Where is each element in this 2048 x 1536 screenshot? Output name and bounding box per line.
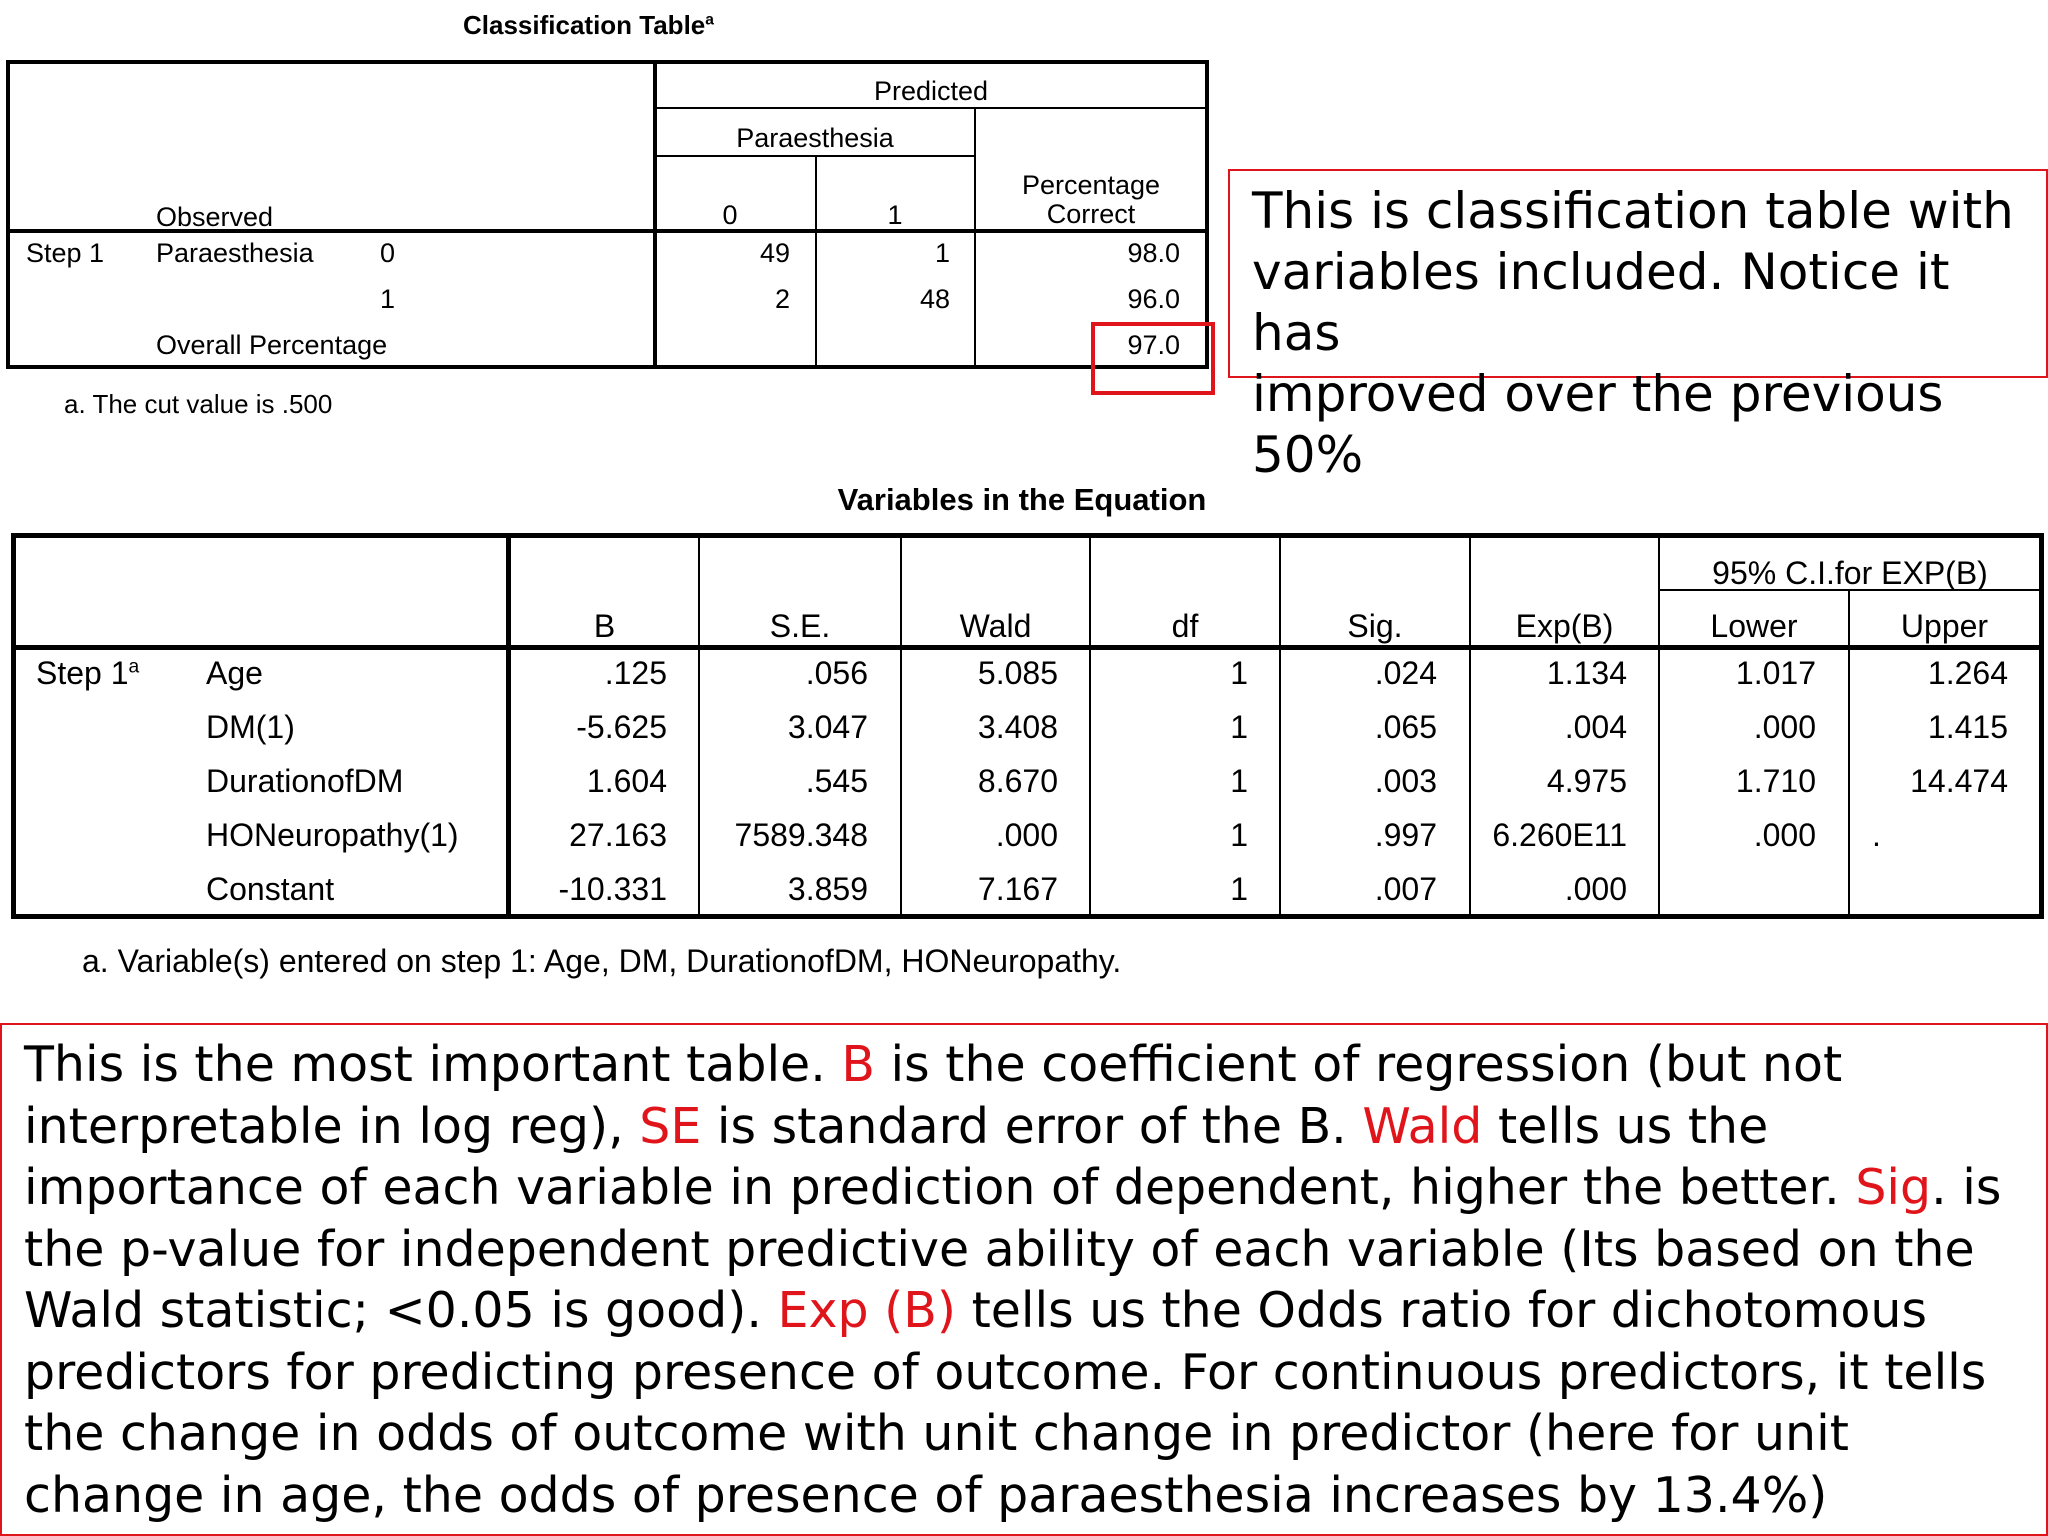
col1-header: 1 — [887, 200, 903, 230]
cell-upper: 1.264 — [1927, 655, 2008, 691]
overall-percentage-label: Overall Percentage — [156, 330, 388, 360]
col-header-b: B — [593, 608, 616, 644]
ci-header: 95% C.I.for EXP(B) — [1712, 555, 1988, 591]
col-header-wald: Wald — [959, 608, 1032, 644]
cell-wald: 7.167 — [977, 871, 1058, 907]
cell-lower: 1.710 — [1735, 763, 1816, 799]
cell-sig: .003 — [1374, 763, 1437, 799]
row-category: 0 — [380, 238, 396, 268]
classification-footnote: a. The cut value is .500 — [64, 389, 333, 419]
cell-expb: .000 — [1564, 871, 1627, 907]
cell-b: -5.625 — [576, 709, 667, 745]
variable-name: Constant — [206, 871, 335, 907]
step-label-text: Step 1 — [36, 655, 129, 691]
step-label: Step 1 — [26, 238, 105, 268]
explanation-text: is standard error of the B. — [701, 1097, 1363, 1155]
overall-percentage-value: 97.0 — [1127, 330, 1180, 360]
cell-lower: .000 — [1753, 709, 1816, 745]
cell-b: .125 — [604, 655, 667, 691]
variable-name: HONeuropathy(1) — [206, 817, 459, 853]
cell-wald: 3.408 — [977, 709, 1058, 745]
cell-upper: 1.415 — [1927, 709, 2008, 745]
cell-wald: 8.670 — [977, 763, 1058, 799]
explanation-text: tells us the Odds ratio for dichotomous predictors for predicting presence of outcome. For continuous predictors, it tells the change in odds of outcome with unit change in predictor (here for unit change in age, the odds of presence of paraesthesia increases by 13.4%) — [24, 1282, 1987, 1524]
cell-df: 1 — [1230, 763, 1248, 799]
cell-lower: .000 — [1753, 817, 1816, 853]
explanation-text: . is the p-value for independent predictive ability of each variable (Its based on the Wald statistic; <0.05 is good). — [24, 1159, 2002, 1339]
cell-value: 98.0 — [1127, 238, 1180, 268]
cell-se: .056 — [805, 655, 868, 691]
step-label — [36, 655, 139, 692]
cell-lower: 1.017 — [1735, 655, 1816, 691]
variable-name: DurationofDM — [206, 763, 404, 799]
col-header-expb: Exp(B) — [1515, 608, 1614, 644]
cell-se: 3.859 — [787, 871, 868, 907]
step-label-sup: a — [128, 656, 140, 678]
predicted-header: Predicted — [873, 76, 989, 106]
col-header-lower: Lower — [1710, 608, 1798, 644]
cell-sig: .024 — [1374, 655, 1437, 691]
col-header-df: df — [1171, 608, 1199, 644]
cell-df: 1 — [1230, 709, 1248, 745]
classification-title-text: Classification Table — [463, 10, 706, 40]
col0-header: 0 — [722, 200, 738, 230]
classification-title-sup: a — [705, 11, 714, 29]
cell-expb: 6.260E11 — [1492, 817, 1627, 853]
cell-b: -10.331 — [558, 871, 667, 907]
cell-value: 1 — [934, 238, 950, 268]
cell-upper: 14.474 — [1910, 763, 2008, 799]
classification-title — [463, 10, 714, 41]
row-variable: Paraesthesia — [156, 238, 314, 268]
keyword-sig: Sig — [1855, 1159, 1932, 1216]
explanation-text: tells us the importance of each variable in prediction of dependent, higher the better. — [24, 1097, 1856, 1216]
cell-se: .545 — [805, 763, 868, 799]
variables-title: Variables in the Equation — [837, 482, 1207, 517]
keyword-b: B — [841, 1036, 875, 1093]
classification-note-box — [1228, 169, 2048, 484]
cell-df: 1 — [1230, 655, 1248, 691]
explanation-box — [0, 1023, 2048, 1536]
cell-upper: . — [1872, 817, 1881, 853]
explanation-text: This is the most important table. — [24, 1036, 842, 1093]
cell-se: 7589.348 — [734, 817, 868, 853]
pct-header-line1: Percentage — [1021, 170, 1161, 200]
observed-header: Observed — [156, 202, 274, 232]
cell-df: 1 — [1230, 817, 1248, 853]
paraesthesia-group-header: Paraesthesia — [736, 123, 894, 153]
cell-value: 49 — [759, 238, 790, 268]
cell-sig: .007 — [1374, 871, 1437, 907]
variable-name: Age — [206, 655, 263, 691]
keyword-se: SE — [639, 1097, 702, 1155]
row-category: 1 — [380, 284, 396, 314]
cell-expb: .004 — [1564, 709, 1627, 745]
variables-footnote: a. Variable(s) entered on step 1: Age, DM, DurationofDM, HONeuropathy. — [82, 943, 1122, 979]
note-line: variables included. Notice it has — [1252, 243, 1950, 362]
cell-sig: .065 — [1374, 709, 1437, 745]
cell-value: 48 — [919, 284, 950, 314]
note-line: improved over the previous 50% — [1252, 365, 1944, 484]
col-header-se: S.E. — [769, 608, 831, 644]
col-header-sig: Sig. — [1347, 608, 1403, 644]
cell-b: 1.604 — [586, 763, 667, 799]
keyword-wald: Wald — [1362, 1097, 1483, 1155]
cell-expb: 4.975 — [1546, 763, 1627, 799]
variable-name: DM(1) — [206, 709, 295, 745]
highlight-box — [1091, 322, 1215, 395]
cell-value: 96.0 — [1127, 284, 1180, 314]
cell-wald: .000 — [995, 817, 1058, 853]
cell-wald: 5.085 — [977, 655, 1058, 691]
cell-df: 1 — [1230, 871, 1248, 907]
cell-b: 27.163 — [569, 817, 667, 853]
explanation-text: is the coefficient of regression (but not interpretable in log reg), — [24, 1036, 1843, 1155]
pct-header-line2: Correct — [1046, 199, 1136, 229]
keyword-expb: Exp (B) — [777, 1282, 956, 1339]
cell-value: 2 — [774, 284, 790, 314]
col-header-upper: Upper — [1900, 608, 1989, 644]
note-line: This is classification table with — [1252, 182, 2014, 240]
cell-se: 3.047 — [787, 709, 868, 745]
cell-expb: 1.134 — [1546, 655, 1627, 691]
cell-sig: .997 — [1374, 817, 1437, 853]
